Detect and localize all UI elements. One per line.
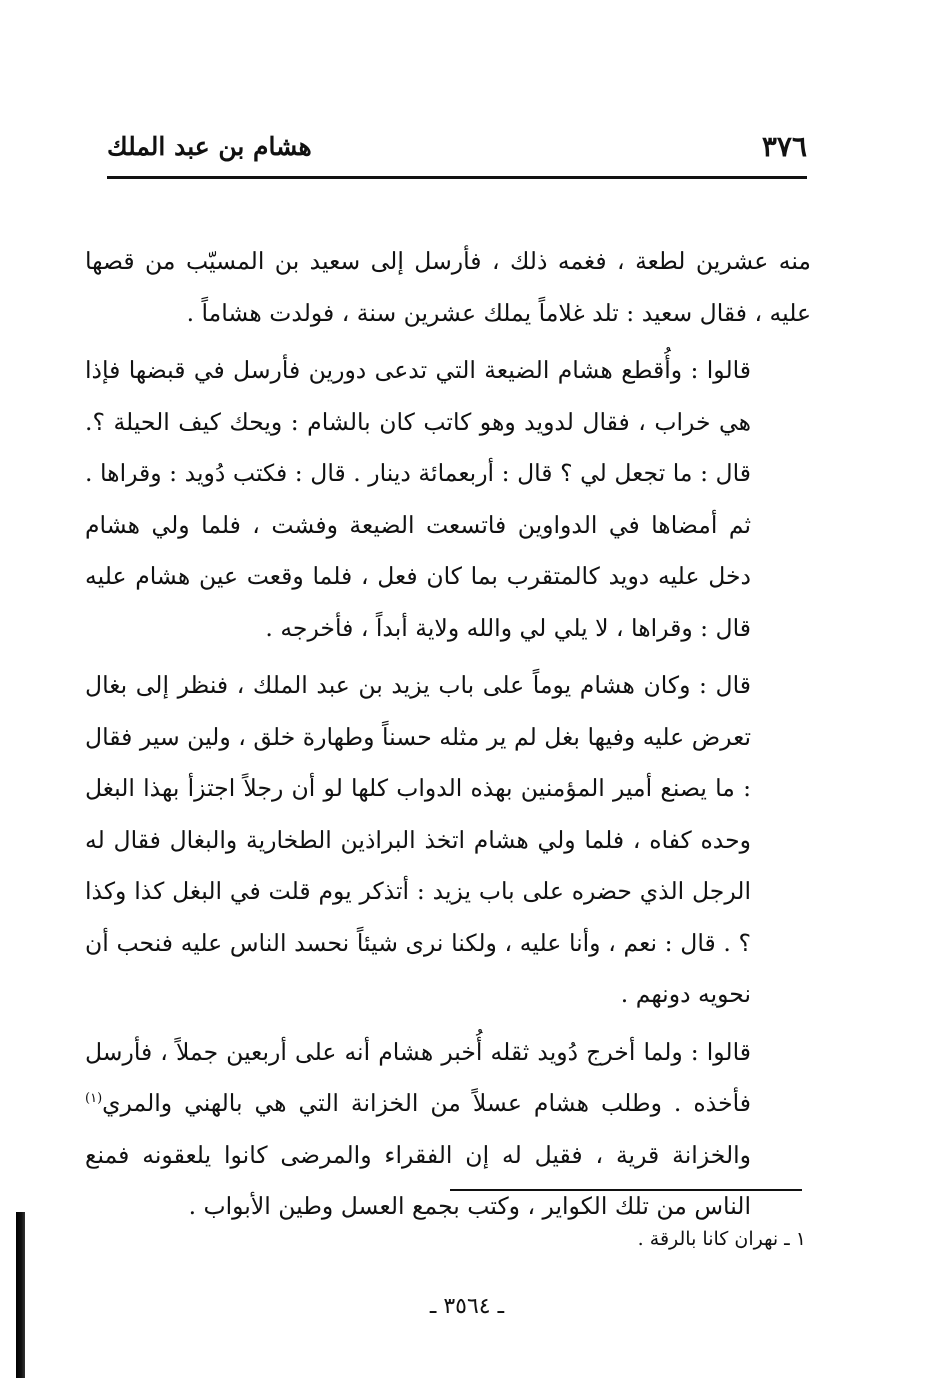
footer-page-number: ـ ٣٥٦٤ ـ bbox=[429, 1294, 505, 1319]
paragraph-4-start: قالوا : ولما أخرج دُويد ثقله أُخبر هشام أنه على أربعين جملاً ، فأرسل فأخذه . وطلب هشام عسلاً من الخزانة التي هي بالهني والمري bbox=[85, 1037, 751, 1117]
header-rule bbox=[107, 176, 807, 179]
page-number: ٣٧٦ bbox=[761, 130, 807, 163]
page-header bbox=[107, 130, 807, 174]
paragraph-2: قالوا : وأُقطع هشام الضيعة التي تدعى دورين فأرسل في قبضها فإذا هي خراب ، فقال لدويد وهو كاتب كان بالشام : ويحك كيف الحيلة ؟. قال : ما تجعل لي ؟ قال : أربعمائة دينار . قال : فكتب دُويد : وقراها . ثم أمضاها في الدواوين فاتسعت الضيعة وفشت ، فلما ولي هشام دخل عليه دويد كالمتقرب بما كان فعل ، فلما وقعت عين هشام عليه قال : وقراها ، لا يلي لي والله ولاية أبداً ، فأخرجه . bbox=[85, 356, 751, 642]
footnote-rule bbox=[450, 1189, 802, 1191]
paragraph-3: قال : وكان هشام يوماً على باب يزيد بن عبد الملك ، فنظر إلى بغال تعرض عليه وفيها بغل لم ير مثله حسناً وطهارة خلق ، ولين سير فقال : ما يصنع أمير المؤمنين بهذه الدواب كلها لو أن رجلاً اجتزأ بهذا البغل وحده كفاه ، فلما ولي هشام اتخذ البراذين الطخارية والبغال فقال له الرجل الذي حضره على باب يزيد : أتذكر يوم قلت في البغل كذا وكذا ؟ . قال : نعم ، وأنا عليه ، ولكنا نرى شيئاً نحسد الناس عليه فنحب أن نحويه دونهم . bbox=[85, 671, 751, 1008]
paragraph-4-rest: والخزانة قرية ، فقيل له إن الفقراء والمرضى كانوا يلعقونه فمنع الناس من تلك الكواير ، وكتب بجمع العسل وطين الأبواب . bbox=[85, 1140, 751, 1220]
paragraph-1: منه عشرين لطعة ، فغمه ذلك ، فأرسل إلى سعيد بن المسيّب من قصها عليه ، فقال سعيد : تلد غلاماً يملك عشرين سنة ، فولدت هشاماً . bbox=[85, 247, 811, 327]
footnote-reference[interactable]: (١) bbox=[85, 1091, 103, 1107]
footnote: ١ ـ نهران كانا بالرقة . bbox=[637, 1228, 806, 1250]
running-title: هشام بن عبد الملك bbox=[107, 132, 312, 161]
paragraph-4 bbox=[85, 1027, 811, 1233]
body-text bbox=[85, 236, 811, 1239]
